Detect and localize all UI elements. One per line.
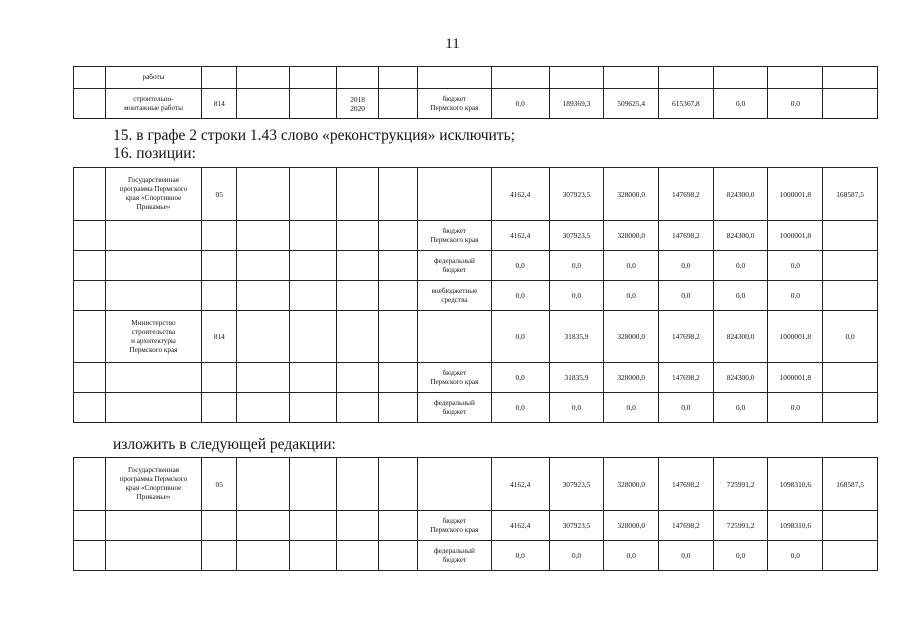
table-cell	[549, 67, 604, 89]
table-row	[74, 311, 878, 363]
table-cell: 2018 2020	[337, 89, 379, 119]
table-row	[74, 168, 878, 221]
table-cell: 509625,4	[604, 89, 659, 119]
table-cell	[202, 221, 237, 251]
table-cell	[713, 67, 768, 89]
table-cell	[74, 251, 106, 281]
table-cell	[237, 89, 290, 119]
table-row	[74, 363, 878, 393]
table-cell	[337, 363, 379, 393]
table-cell	[74, 221, 106, 251]
table-cell: 0,0	[768, 281, 823, 311]
table-cell: 0,0	[491, 311, 549, 363]
table-cell	[337, 221, 379, 251]
table-cell: 168587,5	[823, 458, 878, 511]
table-cell	[379, 281, 418, 311]
table-cell	[202, 363, 237, 393]
table-cell	[237, 168, 290, 221]
table-cell: 147698,2	[659, 311, 714, 363]
table-cell: 4162,4	[491, 511, 549, 541]
table-cell: 824300,0	[713, 168, 768, 221]
table-cell: 0,0	[549, 251, 604, 281]
table-cell: 328000,0	[604, 511, 659, 541]
table-cell	[337, 511, 379, 541]
table-cell	[379, 168, 418, 221]
table-cell	[418, 311, 492, 363]
item-15-text: 15. в графе 2 строки 1.43 слово «реконструкция» исключить;	[113, 127, 515, 144]
table-row	[74, 511, 878, 541]
table-cell: 147698,2	[659, 168, 714, 221]
table-cell: 307923,5	[549, 168, 604, 221]
table-cell	[823, 251, 878, 281]
table-cell	[379, 67, 418, 89]
table-cell	[337, 281, 379, 311]
table-cell: 814	[202, 89, 237, 119]
table-cell: 147698,2	[659, 363, 714, 393]
table-cell: 0,0	[659, 251, 714, 281]
table-cell	[105, 251, 202, 281]
table-cell: 0,0	[713, 281, 768, 311]
table-cell	[289, 393, 336, 423]
table-cell	[823, 221, 878, 251]
table-cell	[237, 363, 290, 393]
table-cell: федеральный бюджет	[418, 541, 492, 571]
table-cell: 0,0	[491, 89, 549, 119]
table-cell	[237, 393, 290, 423]
table-cell: 615367,8	[659, 89, 714, 119]
table-cell: 0,0	[768, 393, 823, 423]
item-16-text: 16. позиции:	[113, 145, 196, 162]
table-cell	[289, 168, 336, 221]
table-cell	[379, 393, 418, 423]
table-cell	[105, 541, 202, 571]
budget-table-positions	[73, 167, 878, 423]
table-cell: бюджет Пермского края	[418, 511, 492, 541]
table-row	[74, 221, 878, 251]
table-cell: 0,0	[713, 251, 768, 281]
table-cell: 0,0	[491, 251, 549, 281]
table-cell	[74, 458, 106, 511]
table-cell: 0,0	[604, 251, 659, 281]
table-cell	[337, 168, 379, 221]
table-cell	[289, 511, 336, 541]
table-cell: 0,0	[768, 251, 823, 281]
table-cell	[823, 511, 878, 541]
table-cell: 0,0	[549, 281, 604, 311]
table-cell: 147698,2	[659, 221, 714, 251]
table-cell	[768, 67, 823, 89]
table-cell	[289, 458, 336, 511]
table-cell	[337, 458, 379, 511]
table-cell: внебюджетные средства	[418, 281, 492, 311]
table-cell	[379, 363, 418, 393]
table-cell: 4162,4	[491, 168, 549, 221]
table-cell	[379, 311, 418, 363]
table-cell: 0,0	[713, 89, 768, 119]
table-cell: 824300,0	[713, 363, 768, 393]
table-cell: 0,0	[491, 281, 549, 311]
table-cell	[289, 221, 336, 251]
table-cell	[823, 541, 878, 571]
table-cell	[289, 311, 336, 363]
table-cell: 0,0	[491, 393, 549, 423]
table-cell	[202, 251, 237, 281]
table-cell	[74, 511, 106, 541]
table-cell	[74, 541, 106, 571]
table-cell	[289, 251, 336, 281]
table-cell: 0,0	[491, 541, 549, 571]
table-cell	[237, 458, 290, 511]
table-cell	[237, 251, 290, 281]
table-cell	[202, 511, 237, 541]
table-cell	[379, 221, 418, 251]
table-cell: 307923,5	[549, 458, 604, 511]
table-cell: 0,0	[659, 281, 714, 311]
table-cell	[289, 541, 336, 571]
table-cell	[289, 89, 336, 119]
table-cell: 05	[202, 458, 237, 511]
table-cell: 0,0	[604, 541, 659, 571]
table-cell	[105, 281, 202, 311]
table-row	[74, 89, 878, 119]
table-row	[74, 281, 878, 311]
table-cell: 1000001,8	[768, 311, 823, 363]
table-cell	[823, 281, 878, 311]
table-cell: 1000001,8	[768, 168, 823, 221]
table-cell: 1000001,8	[768, 363, 823, 393]
table-cell: 328000,0	[604, 458, 659, 511]
table-cell: 147698,2	[659, 458, 714, 511]
table-row	[74, 393, 878, 423]
table-cell: 0,0	[659, 541, 714, 571]
table-cell	[74, 281, 106, 311]
table-cell	[491, 67, 549, 89]
table-cell: 0,0	[604, 393, 659, 423]
table-cell	[74, 89, 106, 119]
table-cell: бюджет Пермского края	[418, 221, 492, 251]
table-cell: 0,0	[549, 393, 604, 423]
table-cell	[823, 363, 878, 393]
table-cell	[337, 541, 379, 571]
table-cell	[202, 393, 237, 423]
table-cell	[379, 458, 418, 511]
table-cell	[237, 311, 290, 363]
table-cell: 824300,0	[713, 221, 768, 251]
table-cell: 824300,0	[713, 311, 768, 363]
table-cell	[202, 67, 237, 89]
table-cell: 0,0	[604, 281, 659, 311]
table-cell	[74, 67, 106, 89]
table-cell	[418, 458, 492, 511]
table-cell	[202, 541, 237, 571]
table-cell	[289, 281, 336, 311]
table-cell: федеральный бюджет	[418, 251, 492, 281]
table-cell: 0,0	[491, 363, 549, 393]
table-cell	[237, 511, 290, 541]
table-cell: 0,0	[768, 541, 823, 571]
table-cell: Государственная программа Пермского края «Спортивное Прикамье»	[105, 168, 202, 221]
table-cell: Министерство строительства и архитектуры Пермского края	[105, 311, 202, 363]
table-cell: 168587,5	[823, 168, 878, 221]
table-cell	[105, 511, 202, 541]
table-cell	[337, 251, 379, 281]
table-cell: 307923,5	[549, 221, 604, 251]
table-cell	[379, 89, 418, 119]
table-cell	[237, 221, 290, 251]
page-number: 11	[445, 36, 460, 52]
table-cell: строительно- монтажные работы	[105, 89, 202, 119]
table-cell: 307923,5	[549, 511, 604, 541]
table-cell: бюджет Пермского края	[418, 363, 492, 393]
table-cell: 4162,4	[491, 458, 549, 511]
table-cell: 0,0	[713, 393, 768, 423]
table-cell: 05	[202, 168, 237, 221]
table-cell	[379, 251, 418, 281]
table-cell	[823, 393, 878, 423]
table-cell	[105, 221, 202, 251]
table-cell	[337, 67, 379, 89]
table-cell	[74, 168, 106, 221]
table-cell: 0,0	[659, 393, 714, 423]
table-cell	[74, 363, 106, 393]
table-cell	[418, 67, 492, 89]
table-cell: 147698,2	[659, 511, 714, 541]
table-cell	[418, 168, 492, 221]
table-row	[74, 541, 878, 571]
table-cell	[105, 393, 202, 423]
table-row	[74, 458, 878, 511]
table-cell: 725991,2	[713, 458, 768, 511]
table-cell	[105, 363, 202, 393]
replacement-intro-text: изложить в следующей редакции:	[113, 436, 336, 453]
table-cell: федеральный бюджет	[418, 393, 492, 423]
table-cell	[823, 67, 878, 89]
table-cell: 0,0	[768, 89, 823, 119]
table-cell	[604, 67, 659, 89]
table-cell: 31835,9	[549, 311, 604, 363]
table-cell: 189369,3	[549, 89, 604, 119]
table-cell: 814	[202, 311, 237, 363]
table-cell	[337, 311, 379, 363]
table-row	[74, 251, 878, 281]
table-cell: 1098310,6	[768, 511, 823, 541]
table-cell	[289, 363, 336, 393]
table-cell: 1098310,6	[768, 458, 823, 511]
table-cell	[237, 541, 290, 571]
table-cell	[379, 541, 418, 571]
table-cell: Государственная программа Пермского края «Спортивное Прикамье»	[105, 458, 202, 511]
table-cell	[289, 67, 336, 89]
table-cell: 328000,0	[604, 311, 659, 363]
table-cell: 725991,2	[713, 511, 768, 541]
table-cell	[237, 281, 290, 311]
table-cell: 1000001,8	[768, 221, 823, 251]
table-cell: 0,0	[549, 541, 604, 571]
table-cell: 4162,4	[491, 221, 549, 251]
table-cell: 328000,0	[604, 168, 659, 221]
table-cell: 31835,9	[549, 363, 604, 393]
table-cell	[379, 511, 418, 541]
table-cell	[74, 311, 106, 363]
table-cell	[237, 67, 290, 89]
table-cell	[337, 393, 379, 423]
budget-table-new-edition	[73, 457, 878, 571]
table-cell	[74, 393, 106, 423]
table-cell	[202, 281, 237, 311]
table-cell: 0,0	[713, 541, 768, 571]
budget-table-works	[73, 66, 878, 119]
table-cell	[823, 89, 878, 119]
table-cell	[659, 67, 714, 89]
table-cell: 0,0	[823, 311, 878, 363]
table-cell: 328000,0	[604, 221, 659, 251]
table-cell: 328000,0	[604, 363, 659, 393]
table-row	[74, 67, 878, 89]
table-cell: бюджет Пермского края	[418, 89, 492, 119]
table-cell: работы	[105, 67, 202, 89]
